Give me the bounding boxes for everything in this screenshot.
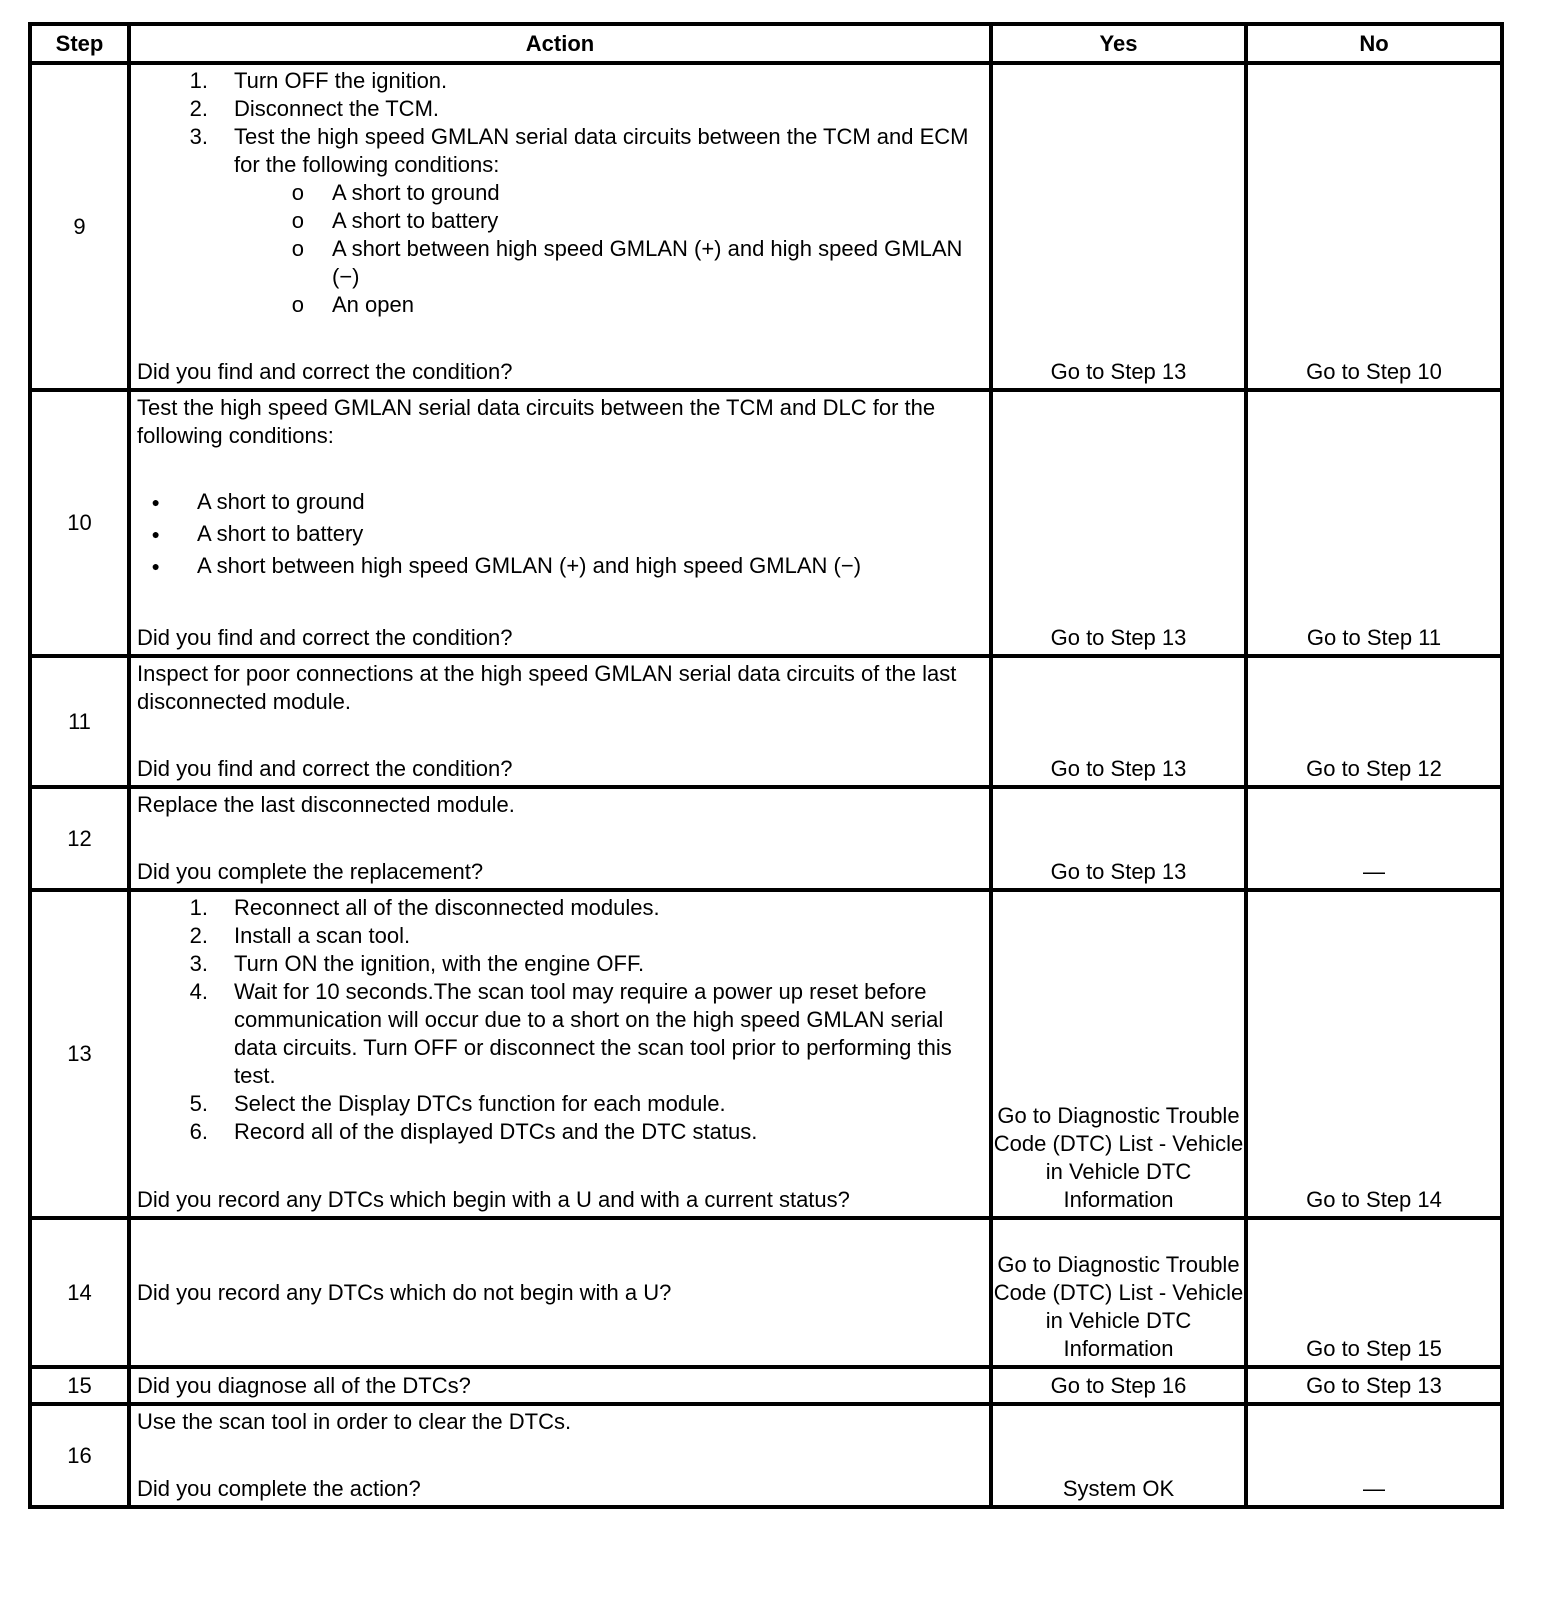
no-result: — <box>1246 787 1502 890</box>
sub-item <box>137 207 983 235</box>
action-cell <box>129 1218 991 1367</box>
circle-bullet-icon: o <box>291 180 304 205</box>
numbered-item <box>137 1118 983 1146</box>
yes-result: Go to Step 13 <box>991 63 1246 390</box>
item-number: 2. <box>189 96 208 121</box>
yes-result: System OK <box>991 1404 1246 1507</box>
question: Did you complete the replacement? <box>137 859 484 884</box>
numbered-item <box>137 894 983 922</box>
table-row <box>30 1404 1502 1507</box>
no-result: — <box>1246 1404 1502 1507</box>
item-text: Wait for 10 seconds.The scan tool may require a power up reset before communication will occur due to a short on the high speed GMLAN serial data circuits. Turn OFF or disconnect the scan tool prior to performing this test. <box>234 979 952 1088</box>
step-number: 15 <box>30 1367 129 1404</box>
numbered-item <box>137 978 983 1090</box>
item-text: Reconnect all of the disconnected modules. <box>234 895 660 920</box>
action-content <box>137 894 983 1214</box>
spacer <box>137 450 983 486</box>
action-content <box>137 791 983 886</box>
diagnostic-table <box>28 22 1504 1509</box>
no-result: Go to Step 11 <box>1246 390 1502 656</box>
circle-bullet-icon: o <box>291 292 304 317</box>
bullet-item <box>137 486 983 518</box>
numbered-item <box>137 950 983 978</box>
circle-bullet-icon: o <box>291 236 304 261</box>
item-number: 4. <box>189 979 208 1004</box>
paragraph: Test the high speed GMLAN serial data circuits between the TCM and DLC for the following conditions: <box>137 395 936 448</box>
question: Did you record any DTCs which do not begin with a U? <box>137 1279 672 1305</box>
no-result: Go to Step 10 <box>1246 63 1502 390</box>
yes-result: Go to Step 13 <box>991 390 1246 656</box>
item-number: 1. <box>189 68 208 93</box>
paragraph: Replace the last disconnected module. <box>137 792 515 817</box>
yes-result: Go to Step 13 <box>991 656 1246 787</box>
bullet-icon: ● <box>151 494 160 510</box>
no-result: Go to Step 14 <box>1246 890 1502 1218</box>
item-number: 1. <box>189 895 208 920</box>
action-content <box>137 1371 983 1400</box>
item-text: Disconnect the TCM. <box>234 96 440 121</box>
action-cell <box>129 390 991 656</box>
item-text: A short to ground <box>197 489 365 514</box>
no-result: Go to Step 12 <box>1246 656 1502 787</box>
yes-result: Go to Diagnostic Trouble Code (DTC) List - Vehicle in Vehicle DTC Information <box>991 890 1246 1218</box>
item-text: A short between high speed GMLAN (+) and high speed GMLAN (−) <box>332 236 963 289</box>
table-row <box>30 390 1502 656</box>
bullet-icon: ● <box>151 526 160 542</box>
table-row <box>30 787 1502 890</box>
paragraph: Inspect for poor connections at the high speed GMLAN serial data circuits of the last disconnected module. <box>137 661 957 714</box>
numbered-item <box>137 1090 983 1118</box>
item-text: A short to battery <box>332 208 499 233</box>
action-content <box>137 1222 983 1363</box>
paragraph: Use the scan tool in order to clear the DTCs. <box>137 1409 572 1434</box>
circle-bullet-icon: o <box>291 208 304 233</box>
header-step: Step <box>30 24 129 63</box>
action-instructions <box>137 1408 983 1436</box>
item-number: 3. <box>189 951 208 976</box>
bullet-icon: ● <box>151 558 160 574</box>
item-text: A short to battery <box>197 521 364 546</box>
header-yes: Yes <box>991 24 1246 63</box>
question: Did you record any DTCs which begin with a U and with a current status? <box>137 1187 850 1212</box>
sub-item <box>137 291 983 319</box>
action-instructions <box>137 791 983 819</box>
sub-item <box>137 179 983 207</box>
item-number: 6. <box>189 1119 208 1144</box>
yes-result: Go to Diagnostic Trouble Code (DTC) List - Vehicle in Vehicle DTC Information <box>991 1218 1246 1367</box>
yes-result: Go to Step 13 <box>991 787 1246 890</box>
bullet-item <box>137 518 983 550</box>
bullet-item <box>137 550 983 582</box>
numbered-item <box>137 123 983 179</box>
item-text: Turn ON the ignition, with the engine OFF. <box>234 951 645 976</box>
action-cell <box>129 63 991 390</box>
item-text: An open <box>332 292 414 317</box>
item-text: A short to ground <box>332 180 500 205</box>
numbered-item <box>137 67 983 95</box>
item-text: Record all of the displayed DTCs and the DTC status. <box>234 1119 758 1144</box>
question: Did you complete the action? <box>137 1476 421 1501</box>
action-content <box>137 1408 983 1503</box>
question: Did you find and correct the condition? <box>137 756 513 781</box>
sub-item <box>137 235 983 291</box>
action-cell <box>129 1367 991 1404</box>
action-instructions <box>137 394 983 582</box>
question: Did you find and correct the condition? <box>137 359 513 384</box>
table-row <box>30 1367 1502 1404</box>
action-content <box>137 67 983 386</box>
action-instructions <box>137 67 983 319</box>
item-text: A short between high speed GMLAN (+) and high speed GMLAN (−) <box>197 553 862 578</box>
numbered-item <box>137 922 983 950</box>
action-cell <box>129 656 991 787</box>
yes-result: Go to Step 16 <box>991 1367 1246 1404</box>
action-content <box>137 394 983 652</box>
step-number: 9 <box>30 63 129 390</box>
header-row <box>30 24 1502 63</box>
table-row <box>30 63 1502 390</box>
step-number: 14 <box>30 1218 129 1367</box>
header-action: Action <box>129 24 991 63</box>
header-no: No <box>1246 24 1502 63</box>
action-cell <box>129 1404 991 1507</box>
item-text: Select the Display DTCs function for each module. <box>234 1091 726 1116</box>
action-instructions <box>137 660 983 716</box>
step-number: 10 <box>30 390 129 656</box>
item-text: Turn OFF the ignition. <box>234 68 448 93</box>
item-number: 3. <box>189 124 208 149</box>
numbered-item <box>137 95 983 123</box>
item-text: Install a scan tool. <box>234 923 411 948</box>
item-number: 2. <box>189 923 208 948</box>
step-number: 13 <box>30 890 129 1218</box>
step-number: 12 <box>30 787 129 890</box>
action-instructions <box>137 894 983 1146</box>
table-row <box>30 656 1502 787</box>
item-number: 5. <box>189 1091 208 1116</box>
action-cell <box>129 890 991 1218</box>
no-result: Go to Step 13 <box>1246 1367 1502 1404</box>
question: Did you diagnose all of the DTCs? <box>137 1373 471 1398</box>
question: Did you find and correct the condition? <box>137 625 513 650</box>
table-row <box>30 890 1502 1218</box>
table-row <box>30 1218 1502 1367</box>
action-cell <box>129 787 991 890</box>
item-text: Test the high speed GMLAN serial data circuits between the TCM and ECM for the following conditions: <box>234 124 969 177</box>
no-result: Go to Step 15 <box>1246 1218 1502 1367</box>
step-number: 16 <box>30 1404 129 1507</box>
step-number: 11 <box>30 656 129 787</box>
action-content <box>137 660 983 783</box>
